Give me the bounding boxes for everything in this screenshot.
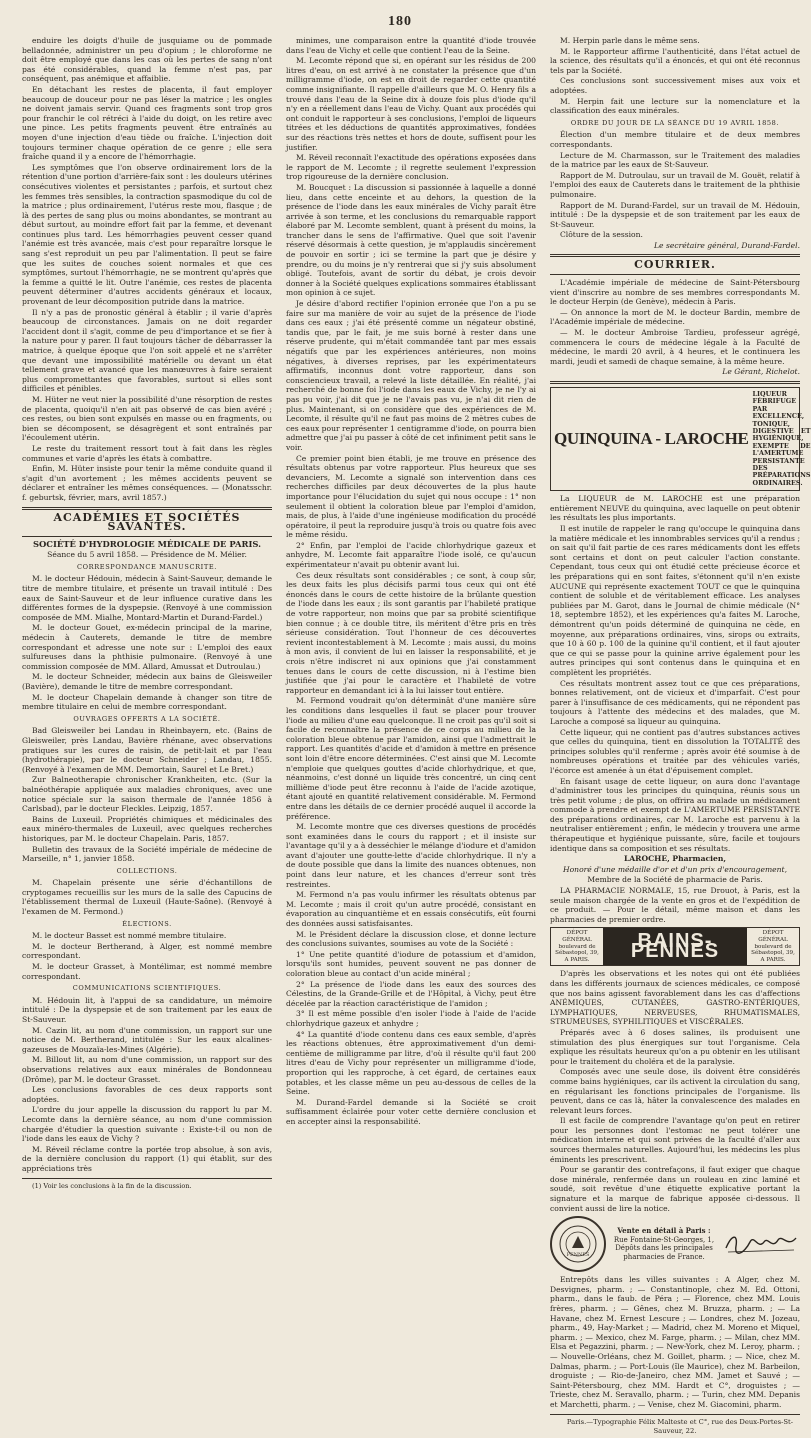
col2-paragraph: M. Fermond voudrait qu'on déterminât d'une manière sûre les conditions dans lesquelles il faut se placer pour trouver l'iode au milieu d'une eau quelconque. Il ne croit pas qu'il soit si facile de reconnaître la présence de ce corps au milieu de la coloration bleue obtenue par l'amidon, ainsi que l'admettrait le rapport. Les quantités d'acide et d'amidon à mettre en présence sont loin d'être encore déterminées. C'est ainsi que M. Lecomte n'emploie que quelques gouttes d'acide chlorhydrique, et que, néanmoins, c'est donné un liquide très concentré, un cinq cent millième d'iode peut être reconnu à l'aide de l'acide azotique, étant ajouté en quantité relativement considérable. M. Fermond entre dans les détails de ce dernier procédé auquel il accorde la préférence. xyxy=(286,696,536,821)
gerant-signature: Le Gérant, Richelot. xyxy=(722,367,800,377)
divider xyxy=(22,507,272,510)
bains-paragraph: Il est facile de comprendre l'avantage qu'on peut en retirer pour les personnes dont l'estomac ne peut tolérer une médication interne et qui sont privées de la faculté d'aller aux sources thermales naturelles. Aujourd'hui, les médecins les plus éminents les prescrivent. xyxy=(550,1116,800,1164)
footnote: (1) Voir les conclusions à la fin de la discussion. xyxy=(32,1181,192,1190)
bains-paragraph: Pour se garantir des contrefaçons, il faut exiger que chaque dose minérale, renfermée dans un rouleau en zinc laminé et soudé, soit revêtue d'une étiquette explicative portant la signature et la marque de fabrique apposée ci-dessous. Il convient aussi de lire la notice. xyxy=(550,1165,800,1213)
heading-communications: COMMUNICATIONS SCIENTIFIQUES. xyxy=(72,984,222,993)
col3-paragraph: Ces conclusions sont successivement mises aux voix et adoptées. xyxy=(550,76,800,95)
bains-paragraph: D'après les observations et les notes qui ont été publiées dans les différents journaux de sciences médicales, ce composé que nos bains agissent favorablement dans les cas d'affections ANÉMIQUES, CUTANÉES, GASTRO-ENTÉRIQUES, LYMPHATIQUES, NERVEUSES, RHUMATISMALES, STRUMEUSES, SYPHILITIQUES et VISCÉRALES. xyxy=(550,969,800,1027)
heading-elections: ÉLECTIONS. xyxy=(122,919,172,928)
banner-left-depot: DÉPOT GÉNÉRAL boulevard de Sébastopol, 39, A PARIS. xyxy=(555,930,599,963)
col1-paragraph: Il n'y a pas de pronostic général à établir ; il varie d'après beaucoup de circonstances. Jamais on ne doit regarder l'accident dont il s'agit, comme de peu d'importance et se fier à la nature pour y parer. Il faut toujours tâcher de débarrasser la matrice, à quelque époque que l'on soit appelé et ne s'arrêter que devant une impossibilité matérielle ou devant un état tellement grave et avancé que les manœuvres à faire seraient plus compromettantes que favorables, surtout si elles sont difficiles et pénibles. xyxy=(22,307,272,394)
quinquina-paragraph: Ces résultats montrent assez tout ce que ces préparations, bonnes relativement, ont de vicieux et d'imparfait. C'est pour parer à l'insuffisance de ces médicaments, qui ne répondent pas toujours à l'attente des médecins et des malades, que M. Laroche a composé sa liqueur au quinquina. xyxy=(550,678,800,726)
col2-paragraph: M. Lecomte répond que si, en opérant sur les résidus de 200 litres d'eau, on est arrivé à ne constater la présence que d'un milligramme d'iode, on est en droit de regarder cette quantité comme insignifiante. Il rappelle d'ailleurs que M. O. Henry fils a trouvé dans l'eau de la Seine dix à douze fois plus d'iode qu'il n'y en a réellement dans l'eau de Vichy. Quant aux procédés qui ont conduit le rapporteur à ses conclusions, l'emploi de liqueurs titrées et les déductions de quantités approximatives, fondées sur des réactions très nettes et hors de doute, suffisent pour les justifier. xyxy=(286,56,536,152)
col2-paragraph: minimes, une comparaison entre la quantité d'iode trouvée dans l'eau de Vichy et celle que contient l'eau de la Seine. xyxy=(286,36,536,55)
bains-body xyxy=(550,969,800,1213)
order-paragraph: Clôture de la session. xyxy=(560,230,643,240)
collections-paragraph: M. Chapelain présente une série d'échantillons de cryptogames recueillis sur les murs de la salle des Capucins de l'établissement thermal de Luxeuil (Haute-Saône). (Renvoyé à l'examen de M. Fermond.) xyxy=(22,878,272,917)
secretary-signature: Le secrétaire général, Durand-Fardel. xyxy=(654,240,800,250)
quinquina-header xyxy=(554,390,811,487)
order-paragraph: Rapport de M. Durand-Fardel, sur un travail de M. Hédouin, intitulé : De la dyspepsie et de son traitement par les eaux de St-Sauveur. xyxy=(550,200,800,229)
col2-paragraph: M. le Président déclare la discussion close, et donne lecture des conclusions suivantes, soumises au vote de la Société : xyxy=(286,929,536,949)
heading-works: OUVRAGES OFFERTS A LA SOCIÉTÉ. xyxy=(73,714,221,723)
ad-bains-pennes-banner xyxy=(550,927,800,966)
col2-paragraph: 1° Une petite quantité d'iodure de potassium et d'amidon, lorsqu'ils sont humides, peuvent souvent ne pas donner de coloration bleue au contact d'un acide minéral ; xyxy=(286,949,536,978)
handwritten-signature xyxy=(722,1228,800,1261)
col2-paragraph: 3° Il est même possible d'en isoler l'iode à l'aide de l'acide chlorhydrique gazeux et anhydre ; xyxy=(286,1009,536,1028)
communications-list xyxy=(22,996,272,1174)
correspondence-paragraph: M. le docteur Gouet, ex-médecin principal de la marine, médecin à Cauterets, demande le titre de membre correspondant et adresse une note sur : L'emploi des eaux sulfureuses dans la phthisie pulmonaire. (Renvoyé à une commission composée de MM. Allard, Amussat et Dutroulau.) xyxy=(22,623,272,671)
col2-paragraph: M. Boucquet : La discussion si passionnée à laquelle a donné lieu, dans cette enceinte et au dehors, la question de la présence de l'iode dans les eaux minérales de Vichy paraît être arrivée à son terme, et les conclusions du remarquable rapport élaboré par M. Lecomte semblent, quant à présent du moins, la trancher dans le sens de l'affirmative. Quel que soit l'avenir réservé désormais à cette question, je m'applaudis sincèrement de pouvoir en sortir ; ici se termine la part que je désire y prendre, ou du moins je n'y rentrerai que si j'y suis absolument obligé. Toutefois, avant de sortir du débat, je crois devoir donner à la Société quelques explications sommaires établissant mon opinion à ce sujet. xyxy=(286,182,536,298)
work-paragraph: Bad Gleisweiler bei Landau in Rheinbayern, etc. (Bains de Gleisweiler, près Landau, Bavière rhénane, avec observations pratiques sur les cures de raisin, de petit-lait et par l'eau (hydrothérapie), par le docteur Schneider ; Landau, 1855. (Renvoyé à l'examen de MM. Demortain, Saurel et Le Bret.) xyxy=(22,726,272,774)
quinquina-paragraph: En faisant usage de cette liqueur, on aura donc l'avantage d'administrer tous les principes du quinquina, réunis sous un très petit volume ; de plus, on offrira au malade un médicament commode à prendre et exempt de L'AMERTUME PERSISTANTE des préparations ordinaires, car M. Laroche est parvenu à la neutraliser entièrement ; enfin, le médecin y trouvera une arme thérapeutique et hygiénique puissante, sûre, facile et toujours identique dans sa composition et ses résultats. xyxy=(550,776,800,853)
divider xyxy=(550,1414,800,1415)
vendor-text xyxy=(610,1227,718,1261)
vendor-line-3: Dépôts dans les principales pharmacies de France. xyxy=(615,1244,713,1261)
col2-paragraph: M. Fermond n'a pas voulu infirmer les résultats obtenus par M. Lecomte ; mais il croit qu'un autre procédé, consistant en évaporation au cinquantième et en essais consécutifs, eût fourni des données aussi satisfaisantes. xyxy=(286,890,536,929)
vendor-block xyxy=(550,1216,800,1272)
courrier-list xyxy=(550,278,800,366)
work-paragraph: Bulletin des travaux de la Société impériale de médecine de Marseille, n° 1, janvier 1858. xyxy=(22,844,272,864)
col2-paragraph: 4° La quantité d'iode contenu dans ces eaux semble, d'après les réactions obtenues, être approximativement d'un demi-centième de milligramme par litre, d'où il résulte qu'il faut 200 litres d'eau de Vichy pour représenter un milligramme d'iode, proportion qui les rapproche, à cet égard, de certaines eaux potables, et les classe même un peu au-dessous de celles de la Seine. xyxy=(286,1029,536,1097)
correspondence-paragraph: M. le docteur Hédouin, médecin à Saint-Sauveur, demande le titre de membre titulaire, et présente un travail intitulé : Des eaux de Saint-Sauveur et de leur influence curative dans les différentes formes de la dyspepsie. (Renvoyé à une commission composée de MM. Mialhe, Montard-Martin et Durand-Fardel.) xyxy=(22,574,272,622)
heading-correspondence: CORRESPONDANCE MANUSCRITE. xyxy=(77,562,217,571)
col2-paragraph: M. Lecomte montre que ces diverses questions de procédés sont examinées dans le cours du rapport ; et il insiste sur l'avantage qu'il y a à desséchier le mélange d'iodure et d'amidon avant d'ajouter une goutte-lette d'acide chlorhydrique. Il n'y a de doute possible que dans la limite des nuances obtenues, non point dans leur nature, et les chances d'erreur sont très restreintes. xyxy=(286,822,536,889)
communication-paragraph: M. Cazin lit, au nom d'une commission, un rapport sur une notice de M. Bertherand, intitulée : Sur les eaux alcalines-gazeuses de Mouzaïa-les-Mines (Algérie). xyxy=(22,1025,272,1054)
communication-paragraph: L'ordre du jour appelle la discussion du rapport lu par M. Lecomte dans la dernière séance, au nom d'une commission chargée d'étudier la question suivante : Existe-t-il ou non de l'iode dans les eaux de Vichy ? xyxy=(22,1105,272,1144)
correspondence-list xyxy=(22,574,272,711)
column-1 xyxy=(22,36,272,1438)
work-paragraph: Zur Balneotherapie chronischer Krankheiten, etc. (Sur la balnéothérapie appliquée aux maladies chroniques, avec une notice spéciale sur la saison thermale de l'année 1856 à Carlsbad), par le docteur Fleckles. Leipzig, 1857. xyxy=(22,775,272,814)
courrier-paragraph: — M. le docteur Ambroise Tardieu, professeur agrégé, commencera le cours de médecine légale à la Faculté de médecine, le mardi 20 avril, à 4 heures, et le continuera les mardi, jeudi et samedi de chaque semaine, à la même heure. xyxy=(550,328,800,366)
seal-icon xyxy=(558,1224,598,1264)
session-line: Séance du 5 avril 1858. — Présidence de M. Mélier. xyxy=(47,550,247,560)
banner-right-depot: DÉPOT GÉNÉRAL boulevard de Sébastopol, 39, A PARIS. xyxy=(751,930,795,963)
correspondence-paragraph: M. le docteur Schneider, médecin aux bains de Gleisweiler (Bavière), demande le titre de membre correspondant. xyxy=(22,672,272,691)
article-hemorrhage xyxy=(22,36,272,503)
order-paragraph: Rapport de M. Dutroulau, sur un travail de M. Gouët, relatif à l'emploi des eaux de Cauterets dans le traitement de la phthisie pulmonaire. xyxy=(550,170,800,199)
col1-paragraph: Le reste du traitement ressort tout à fait dans les règles communes et varie d'après les états à combattre. xyxy=(22,443,272,463)
col1-paragraph: M. Hüter ne veut nier la possibilité d'une résorption de restes de placenta, quoiqu'il n'en ait pas observé de cas bien avéré ; ces restes, ou bien sont expulsés en masse ou en fragments, ou bien se décomposent, se désagrègent et sont entraînés par l'écoulement utérin. xyxy=(22,394,272,443)
elections-list xyxy=(22,931,272,981)
quinquina-body xyxy=(550,494,800,853)
communication-paragraph: M. Hédouin lit, à l'appui de sa candidature, un mémoire intitulé : De la dyspepsie et de son traitement par les eaux de St-Sauveur. xyxy=(22,995,272,1024)
printer-line: Paris.—Typographie Félix Malteste et C°, rue des Deux-Portes-St-Sauveur, 22. xyxy=(566,1417,794,1436)
heading-collections: COLLECTIONS. xyxy=(116,866,178,875)
order-paragraph: Élection d'un membre titulaire et de deux membres correspondants. xyxy=(550,130,800,149)
order-of-day-list xyxy=(550,130,800,240)
col2-paragraph: 2° La présence de l'iode dans les eaux des sources des Célestins, de la Grande-Grille et de l'Hôpital, à Vichy, peut être décelée par la réaction caractéristique de l'amidon ; xyxy=(286,979,536,1008)
quinquina-name: QUINQUINA - LAROCHE xyxy=(554,429,749,449)
divider xyxy=(550,274,800,275)
election-paragraph: M. le docteur Bertherand, à Alger, est nommé membre correspondant. xyxy=(22,941,272,961)
signature-icon xyxy=(722,1228,800,1258)
col3-paragraph: M. Herpin parle dans le même sens. xyxy=(560,36,700,45)
col3-paragraph: M. le Rapporteur affirme l'authenticité, dans l'état actuel de la science, des résultats qu'il a énoncés, et qui ont été reconnus tels par la Société. xyxy=(550,46,800,75)
bains-paragraph: Préparés avec à 6 doses salines, ils produisent une stimulation des plus énergiques sur tout l'organisme. Cela explique les résultats heureux qu'on a pu obtenir en les utilisant pour le traitement du choléra et de la paralysie. xyxy=(550,1027,800,1066)
col2-paragraph: Ce premier point bien établi, je me trouve en présence des résultats obtenus par votre rapporteur. Plus heureux que ses devanciers, M. Lecomte a signalé son intervention dans ces recherches difficiles par deux découvertes de la plus haute importance pour l'élucidation du sujet qui nous occupe : 1° non seulement il obtient la coloration bleue par l'emploi d'amidon, mais, de plus, à l'aide d'une ingénieuse modification du procédé opératoire, il peut la reproduire jusqu'à trois ou quatre fois avec le même résidu. xyxy=(286,453,536,540)
col2-paragraph: M. Durand-Fardel demande si la Société se croit suffisamment éclairée pour voter cette dernière conclusion et en accepter ainsi la responsabilité. xyxy=(286,1097,536,1126)
quinquina-paragraph: Cette liqueur, qui ne contient pas d'autres substances actives que celles du quinquina, tient en dissolution la TOTALITÉ des principes solubles qu'il renferme ; après avoir été soumise à de nombreuses opérations et traitée par des véhicules variés, l'écorce est amenée à un état d'épuisement complet. xyxy=(550,727,800,775)
col3-paragraph: M. Herpin fait une lecture sur la nomenclature et la classification des eaux minérales. xyxy=(550,96,800,116)
quinquina-paragraph: Il est inutile de rappeler le rang qu'occupe le quinquina dans la matière médicale et les innombrables services qu'il a rendus ; on sait qu'il fait partie de ces rares médicaments dont les effets sont certains et dont on peut calculer l'action constante. Cependant, tous ceux qui ont étudié cette précieuse écorce et les préparations qui en sont faites, s'étonnent qu'il n'en existe AUCUNE qui représente exactement TOUT ce que le quinquina contient de soluble et de véritablement efficace. Les analyses publiées par M. Garot, dans le Journal de chimie médicale (N° 18, septembre 1852), et les expériences qu'a faites M. Laroche, démontrent qu'un poids déterminé de quinquina ne cède, en moyenne, aux préparations ordinaires, vins, sirops ou extraits, que 10 à 60 p. 100 de la quinine qu'il contient, et il faut ajouter que ce qui se passe pour la quinine arrive également pour les autres principes qui sont contenus dans le quinquina et en complètent les propriétés. xyxy=(550,524,800,677)
work-paragraph: Bains de Luxeuil. Propriétés chimiques et médicinales des eaux minéro-thermales de Luxeuil, avec quelques recherches historiques, par M. le docteur Chapelain. Paris, 1857. xyxy=(22,814,272,843)
order-paragraph: Lecture de M. Charmasson, sur le Traitement des maladies de la matrice par les eaux de St-Sauveur. xyxy=(550,150,800,170)
seal-emblem xyxy=(550,1216,606,1272)
bains-paragraph: Composés avec une seule dose, ils doivent être considérés comme bains hygiéniques, car ils activent la circulation du sang, en régularisant les fonctions principales de l'organisme. Ils peuvent, dans ce cas là, hâter la convalescence des malades en relevant leurs forces. xyxy=(550,1067,800,1115)
quinquina-tagline: LIQUEUR FÉBRIFUGE PAR EXCELLENCE, TONIQUE, DIGESTIVE ET HYGIÉNIQUE, EXEMPTE DE L'AMERTUME PERSISTANTE DES PRÉPARATIONS ORDINAIRES. xyxy=(752,390,811,487)
pharmacist-honor: Honoré d'une médaille d'or et d'un prix d'encouragement, xyxy=(562,864,787,874)
col1-paragraph: Les symptômes que l'on observe ordinairement lors de la rétention d'une portion d'arrière-faix sont : les douleurs utérines consécutives violentes et persistantes ; parfois, et surtout chez les femmes très sensibles, la contraction spasmodique du col de la matrice ; plus ordinairement, l'utérus reste mou, flasque ; de là des pertes de sang plus ou moins abondantes, se montrant au début surtout, au moindre effort fait par la femme, et devenant continues plus tard. Les hémorrhagies peuvent cesser quand l'anémie est très avancée, mais c'est pour reparaître lorsque le sang s'est reproduit un peu par l'alimentation. Il peut se faire que les suites de couches soient normales et que ces symptômes, surtout l'hémorrhagie, ne se montrent qu'après que la femme a quitté le lit. Outre l'anémie, ces restes de placenta peuvent déterminer d'autres accidents généraux et locaux, provenant de leur décomposition putride dans la matrice. xyxy=(22,162,272,307)
col1-paragraph: Enfin, M. Hüter insiste pour tenir la même conduite quand il s'agit d'un avortement ; les mêmes accidents peuvent se déclarer et entraîner les mêmes conséquences. — (Monatsschr. f. geburtsk, février, mars, avril 1857.) xyxy=(22,464,272,502)
col2-paragraph: 2° Enfin, par l'emploi de l'acide chlorhydrique gazeux et anhydre, M. Lecomte fait apparaître l'iode isolé, ce qu'aucun expérimentateur n'avait pu obtenir avant lui. xyxy=(286,540,536,570)
heading-order-of-day: ORDRE DU JOUR DE LA SÉANCE DU 19 AVRIL 1858. xyxy=(570,118,780,127)
col1-paragraph: En détachant les restes de placenta, il faut employer beaucoup de douceur pour ne pas léser la matrice ; les ongles ne doivent jamais servir. Quand ces fragments sont trop gros pour franchir le col rétréci à l'aide du doigt, on les retire avec une pince. Les petits fragments peuvent être entraînés au moyen d'une injection d'eau tiède ou fraîche. L'injection doit toujours terminer chaque opération de ce genre ; elle sera fraîche quand il y a encore de l'hémorrhagie. xyxy=(22,84,272,162)
page-number: 180 xyxy=(388,14,412,29)
courrier-paragraph: — On annonce la mort de M. le docteur Bardin, membre de l'Académie impériale de médecine. xyxy=(550,307,800,327)
society-title: SOCIÉTÉ D'HYDROLOGIE MÉDICALE DE PARIS. xyxy=(32,538,262,549)
communication-paragraph: M. Réveil réclame contre la portée trop absolue, à son avis, de la dernière conclusion du rapport (1) qui établit, sur des appréciations très xyxy=(22,1144,272,1173)
correspondence-paragraph: M. le docteur Chapelain demande à changer son titre de membre titulaire en celui de membre correspondant. xyxy=(22,692,272,712)
vendor-line-2: Rue Fontaine-St-Georges, 1, xyxy=(613,1235,715,1244)
col2-paragraph: M. Réveil reconnaît l'exactitude des opérations exposées dans le rapport de M. Lecomte ; il regrette seulement l'expression trop rigoureuse de la dernière conclusion. xyxy=(286,153,536,182)
pharmacist-depot: LA PHARMACIE NORMALE, 15, rue Drouot, à Paris, est la seule maison chargée de la vente en gros et de l'expédition de ce produit. — Pour le détail, même maison et dans les pharmacies de premier ordre. xyxy=(550,886,800,924)
column-2 xyxy=(286,36,536,1438)
section-title-academies: ACADÉMIES ET SOCIÉTÉS SAVANTES. xyxy=(53,510,241,534)
courrier-paragraph: L'Académie impériale de médecine de Saint-Pétersbourg vient d'inscrire au nombre de ses membres correspondants M. le docteur Herpin (de Genève), médecin à Paris. xyxy=(550,278,800,307)
election-paragraph: M. le docteur Grasset, à Montélimar, est nommé membre correspondant. xyxy=(22,962,272,981)
bains-pennes-name: BAINS-PENNES xyxy=(603,928,747,965)
discussion-iodine xyxy=(286,36,536,1127)
columns xyxy=(22,36,811,1436)
session-end xyxy=(550,36,800,116)
divider xyxy=(22,536,272,537)
col1-paragraph: enduire les doigts d'huile de jusquiame ou de pommade belladonnée, administrer un peu d'opium ; le chloroforme ne doit être employé que dans les cas où les pertes de sang n'ont pas été considérables, quand la femme n'est pas, par conséquent, pas anémique et affaiblie. xyxy=(22,36,272,84)
column-3 xyxy=(550,36,811,1438)
section-title-courrier: COURRIER. xyxy=(634,258,716,272)
communication-paragraph: M. Billout lit, au nom d'une commission, un rapport sur des observations relatives aux eaux minérales de Bondonneau (Drôme), par M. le docteur Grasset. xyxy=(22,1055,272,1084)
pharmacist-member: Membre de la Société de pharmacie de Paris. xyxy=(587,875,763,885)
vendor-list: Entrepôts dans les villes suivantes : A Alger, chez M. Desvignes, pharm. ; — Constantinople, chez M. Ed. Ottoni, pharm., dans le faub. de Péra ; — Florence, chez MM. Louis frères, pharm. ; — Gênes, chez M. Bruzza, pharm. ; — La Havane, chez M. Ernest Lescure ; — Londres, chez M. Jozeau, pharm., 49, Hay-Market ; — Madrid, chez M. Moreno et Miquel, pharm. ; — Mexico, chez M. Farge, pharm. ; — Milan, chez MM. Elsa et Pegazzini, pharm. ; — New-York, chez M. Leroy, pharm. ; — Nouvelle-Orléans, chez M. Goillet, pharm. ; — Nice, chez M. Dalmas, pharm. ; — Port-Louis (île Maurice), chez M. Barbeilon, droguiste ; — Rio-de-Janeiro, chez MM. Jamet et Sauvé ; — Saint-Pétersbourg, chez MM. Hardt et C°, droguistes ; — Trieste, chez M. Seravallo, pharm. ; — Turin, chez MM. Depanis et Marchetti, pharm. ; — Venise, chez M. Giacomini, pharm. xyxy=(550,1275,800,1409)
seal-text: PENNES xyxy=(566,1252,590,1259)
divider xyxy=(22,1178,272,1179)
pharmacist-name: LAROCHE, Pharmacien, xyxy=(623,854,727,864)
election-paragraph: M. le docteur Basset est nommé membre titulaire. xyxy=(32,931,227,941)
works-list xyxy=(22,726,272,863)
quinquina-paragraph: La LIQUEUR de M. LAROCHE est une préparation entièrement NEUVE du quinquina, avec laquelle on peut obtenir les résultats les plus importants. xyxy=(550,494,800,523)
divider xyxy=(550,254,800,257)
ad-quinquina-laroche xyxy=(550,387,811,491)
vendor-line-1: Vente en détail à Paris : xyxy=(617,1226,711,1236)
col2-paragraph: Je désire d'abord rectifier l'opinion erronée que l'on a pu se faire sur ma manière de voir au sujet de la présence de l'iode dans ces eaux ; j'ai été présenté comme un négateur obstiné, tandis que, par le fait, je me suis borné à rester dans une réserve prudente, qui m'était commandée tant par mes essais négatifs que par les expériences antérieures, non moins négatives, à diverses reprises, par les expérimentateurs affirmatifs, inconnus dont votre rapporteur, dans son consciencieux travail, a relevé la liste détaillée. En réalité, j'ai recherché de bonne foi l'iode dans les eaux de Vichy, je ne l'y ai pas pu voir, j'ai dit que je ne l'avais pas vu, je n'ai dit rien de plus. Maintenant, si on considère que des expériences de M. Lecomte, il résulte qu'il ne faut pas moins de 2 mètres cubes de ces eaux pour représenter 1 centigramme d'iode, on pourra bien admettre que j'ai pu passer à côté de cet infiniment petit sans le voir. xyxy=(286,299,536,452)
communication-paragraph: Les conclusions favorables de ces deux rapports sont adoptées. xyxy=(22,1085,272,1104)
col2-paragraph: Ces deux résultats sont considérables ; ce sont, à coup sûr, les deux faits les plus décisifs parmi tous ceux qui ont été énoncés dans le cours de cette histoire de la brûlante question de l'iode dans les eaux ; ils sont garantis par l'habileté pratique de votre rapporteur, non moins que par sa probité scientifique bien connue ; à ce double titre, ils méritent d'être pris en très sérieuse considération. Tout l'honneur de ces découvertes revient incontestablement à M. Lecomte ; mais aussi, du moins à mon avis, il convient de lui en laisser la responsabilité, et je crois n'être indiscret ni aux opinions que j'ai constamment tenues dans le cours de cette discussion, ni à l'estime bien justifiée que j'ai pour le caractère et l'habileté de votre rapporteur en demandant ici à la lui laisser tout entière. xyxy=(286,570,536,695)
divider xyxy=(550,381,800,384)
